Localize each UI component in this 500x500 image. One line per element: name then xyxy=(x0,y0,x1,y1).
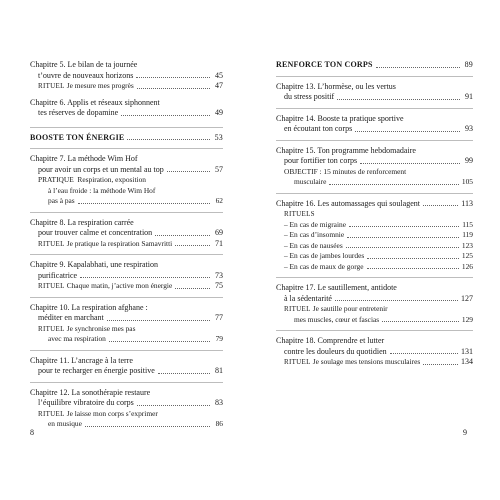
leader-dots xyxy=(382,321,459,322)
leader-dots xyxy=(360,163,460,164)
divider xyxy=(30,212,223,213)
toc-entry[interactable] xyxy=(276,199,473,210)
divider xyxy=(30,382,223,383)
practice-text: à l’eau froide : la méthode Wim Hof xyxy=(48,185,156,195)
divider xyxy=(30,350,223,351)
ritual-label: RITUEL xyxy=(284,358,311,366)
toc-chapter-title: Chapitre 16. Les automassages qui soulagent xyxy=(276,198,420,208)
toc-objective-entry[interactable] xyxy=(276,177,473,188)
page-number: 45 xyxy=(215,70,223,80)
toc-entry-text: contre les douleurs du quotidien xyxy=(284,346,387,356)
page-number: 62 xyxy=(215,196,223,205)
ritual-text: Je soulage mes tensions musculaires xyxy=(312,357,421,366)
ritual-text: mes muscles, cœur et fascias xyxy=(294,314,380,324)
leader-dots xyxy=(80,277,210,278)
page-number: 53 xyxy=(214,132,223,142)
leader-dots xyxy=(367,268,459,269)
toc-ritual-entry[interactable] xyxy=(276,230,473,241)
ritual-text: Je sautille pour entretenir xyxy=(312,304,388,313)
leader-dots xyxy=(349,226,459,227)
leader-dots xyxy=(85,426,210,427)
divider xyxy=(276,76,473,77)
toc-ritual-entry[interactable] xyxy=(30,419,223,430)
page-number: 47 xyxy=(215,81,223,90)
page-number: 69 xyxy=(215,228,223,237)
ritual-text: en musique xyxy=(48,419,82,428)
page-number-left: 8 xyxy=(30,428,34,437)
toc-entry[interactable] xyxy=(30,71,223,82)
page-number: 79 xyxy=(215,334,223,343)
toc-entry-text: à la sédentarité xyxy=(284,293,332,303)
ritual-text: – En cas de jambes lourdes xyxy=(284,251,365,260)
leader-dots xyxy=(346,247,459,248)
divider xyxy=(30,127,223,128)
page-number: 125 xyxy=(461,251,473,260)
leader-dots xyxy=(167,171,210,172)
ritual-label: RITUEL xyxy=(38,239,65,248)
divider xyxy=(30,254,223,255)
page-number: 81 xyxy=(215,366,223,375)
page-number: 83 xyxy=(215,398,223,407)
objective-text: OBJECTIF : 15 minutes de renforcement xyxy=(284,166,407,176)
ritual-text: – En cas de maux de gorge xyxy=(284,261,364,271)
toc-entry-text: pour fortifier ton corps xyxy=(284,156,358,165)
page-number: 105 xyxy=(461,177,473,186)
page-number: 71 xyxy=(215,238,223,248)
divider xyxy=(30,297,223,298)
toc-chapter-title: Chapitre 8. La respiration carrée xyxy=(30,217,134,227)
leader-dots xyxy=(335,300,458,301)
toc-chapter-title: Chapitre 12. La sonothérapie restaure xyxy=(30,387,151,397)
toc-right-page xyxy=(276,60,473,368)
toc-ritual-entry[interactable] xyxy=(30,281,223,292)
toc-ritual-entry[interactable] xyxy=(276,357,473,368)
divider xyxy=(276,140,473,141)
ritual-text: Je mesure mes progrès xyxy=(66,81,134,90)
toc-chapter-title: Chapitre 10. La respiration afghane : xyxy=(30,302,148,312)
section-title: BOOSTE TON ÉNERGIE xyxy=(30,132,125,142)
toc-entry[interactable] xyxy=(30,313,223,324)
ritual-text: Je laisse mon corps s’exprimer xyxy=(66,408,158,418)
toc-ritual-entry[interactable] xyxy=(276,251,473,262)
toc-chapter-title: Chapitre 6. Applis et réseaux siphonnent xyxy=(30,97,160,107)
toc-ritual-entry[interactable] xyxy=(276,262,473,273)
page-number: 127 xyxy=(461,293,473,303)
leader-dots xyxy=(423,364,458,365)
toc-practice-entry[interactable] xyxy=(30,196,223,207)
leader-dots xyxy=(390,353,458,354)
toc-section-heading[interactable] xyxy=(276,60,473,71)
page-number: 86 xyxy=(215,419,223,428)
toc-chapter-title: Chapitre 17. Le sautillement, antidote xyxy=(276,283,397,292)
leader-dots xyxy=(329,184,458,185)
ritual-text: – En cas de migraine xyxy=(284,219,346,229)
leader-dots xyxy=(109,341,210,342)
toc-ritual-entry[interactable] xyxy=(30,334,223,345)
toc-entry[interactable] xyxy=(276,294,473,305)
objective-text: musculaire xyxy=(294,177,327,186)
leader-dots xyxy=(175,245,210,246)
ritual-label: RITUEL xyxy=(38,409,65,418)
leader-dots xyxy=(121,115,210,116)
page-number: 113 xyxy=(461,198,473,208)
toc-chapter-title: Chapitre 14. Booste ta pratique sportive xyxy=(276,113,404,123)
toc-entry[interactable] xyxy=(30,165,223,176)
page-number-right: 9 xyxy=(463,428,467,437)
page-number: 115 xyxy=(462,219,473,229)
toc-entry-text: du stress positif xyxy=(284,92,335,101)
section-title: RENFORCE TON CORPS xyxy=(276,60,373,69)
leader-dots xyxy=(367,258,459,259)
toc-chapter-title: Chapitre 18. Comprendre et lutter xyxy=(276,336,385,345)
ritual-text: Je synchronise mes pas xyxy=(66,323,136,333)
leader-dots xyxy=(355,131,460,132)
toc-entry-text: méditer en marchant xyxy=(38,313,104,322)
toc-entry[interactable] xyxy=(276,347,473,358)
toc-entry[interactable] xyxy=(276,92,473,103)
toc-entry[interactable] xyxy=(30,228,223,239)
toc-chapter-title: Chapitre 5. Le bilan de ta journée xyxy=(30,60,138,69)
toc-entry-text: purificatrice xyxy=(38,270,78,280)
divider xyxy=(276,108,473,109)
leader-dots xyxy=(158,373,210,374)
leader-dots xyxy=(127,139,210,140)
toc-entry-text: l’équilibre vibratoire du corps xyxy=(38,398,134,407)
toc-entry[interactable] xyxy=(30,398,223,409)
leader-dots xyxy=(376,67,460,68)
leader-dots xyxy=(137,88,210,89)
divider xyxy=(276,193,473,194)
rituals-label: RITUELS xyxy=(284,210,315,218)
page-number: 134 xyxy=(461,357,473,366)
toc-ritual-entry[interactable] xyxy=(276,315,473,326)
toc-section-heading[interactable] xyxy=(30,133,223,144)
page-number: 89 xyxy=(464,60,473,69)
page-number: 123 xyxy=(461,240,473,250)
ritual-label: RITUEL xyxy=(38,82,65,90)
toc-entry-text: pour te recharger en énergie positive xyxy=(38,366,155,375)
ritual-text: avec ma respiration xyxy=(48,334,106,343)
toc-entry[interactable] xyxy=(276,124,473,135)
toc-entry[interactable] xyxy=(30,271,223,282)
practice-label: PRATIQUE Respiration, exposition xyxy=(38,175,146,184)
leader-dots xyxy=(423,205,458,206)
toc-entry-text: tes réserves de dopamine xyxy=(38,108,119,117)
ritual-text: Je pratique la respiration Samavritti xyxy=(66,238,173,248)
page-number: 73 xyxy=(215,270,223,280)
leader-dots xyxy=(175,288,210,289)
ritual-label: RITUEL xyxy=(284,305,311,313)
leader-dots xyxy=(155,235,210,236)
toc-ritual-entry[interactable] xyxy=(276,220,473,231)
page-number: 49 xyxy=(215,108,223,117)
toc-chapter-title: Chapitre 7. La méthode Wim Hof xyxy=(30,154,138,163)
page-number: 93 xyxy=(465,124,473,133)
toc-entry[interactable] xyxy=(276,156,473,167)
toc-chapter-title: Chapitre 9. Kapalabhati, une respiration xyxy=(30,260,158,269)
leader-dots xyxy=(137,405,210,406)
toc-chapter-title: Chapitre 13. L’hormèse, ou les vertus xyxy=(276,81,396,91)
page-number: 57 xyxy=(215,164,223,174)
leader-dots xyxy=(136,77,210,78)
page-number: 77 xyxy=(215,313,223,322)
leader-dots xyxy=(107,320,210,321)
leader-dots xyxy=(347,237,459,238)
page-number: 119 xyxy=(462,230,473,239)
toc-ritual-entry[interactable] xyxy=(276,241,473,252)
toc-chapter-title: Chapitre 11. L’ancrage à la terre xyxy=(30,355,133,365)
ritual-text: Chaque matin, j’active mon énergie xyxy=(66,281,173,290)
page-number: 129 xyxy=(461,314,473,324)
toc-entry-text: pour trouver calme et concentration xyxy=(38,228,153,237)
page-number: 131 xyxy=(461,346,473,356)
page-number: 99 xyxy=(465,156,473,165)
ritual-text: – En cas d’insomnie xyxy=(284,230,345,239)
practice-text: pas à pas xyxy=(48,196,75,205)
page-number: 91 xyxy=(465,92,473,101)
toc-chapter-title: Chapitre 15. Ton programme hebdomadaire xyxy=(276,145,416,155)
page-number: 126 xyxy=(461,261,473,271)
leader-dots xyxy=(78,203,210,204)
toc-entry[interactable] xyxy=(30,366,223,377)
ritual-label: RITUEL xyxy=(38,324,65,333)
ritual-label: RITUEL xyxy=(38,282,65,290)
divider xyxy=(276,277,473,278)
toc-ritual-entry[interactable] xyxy=(30,81,223,92)
toc-left-page xyxy=(30,60,223,430)
page-number: 75 xyxy=(215,281,223,290)
ritual-text: – En cas de nausées xyxy=(284,240,343,250)
toc-entry-text: en écoutant ton corps xyxy=(284,124,353,133)
leader-dots xyxy=(337,99,460,100)
divider xyxy=(276,330,473,331)
divider xyxy=(30,148,223,149)
toc-entry-text: pour avoir un corps et un mental au top xyxy=(38,164,164,174)
toc-entry-text: t’ouvre de nouveaux horizons xyxy=(38,70,134,80)
toc-ritual-entry[interactable] xyxy=(30,239,223,250)
toc-entry[interactable] xyxy=(30,108,223,119)
